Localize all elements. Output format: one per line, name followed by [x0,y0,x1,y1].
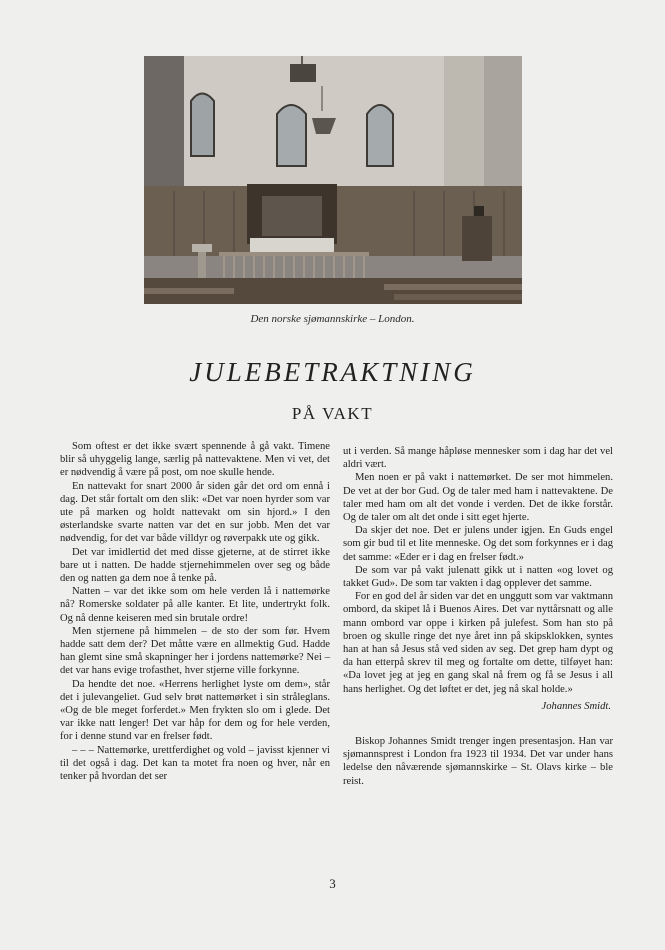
photo-caption: Den norske sjømannskirke – London. [250,313,415,325]
right-column [343,445,613,788]
paragraph: Men stjernene på himmelen – de sto der som før. Hvem hadde satt dem der? Det måtte være en allmektig Gud. Hadde han glemt sine små skapninger her i jordens nattemørke? Nei – det var hans evige trofasthet, hver stjerne ville forkynne. [60,625,330,677]
paragraph: En nattevakt for snart 2000 år siden går det ord om ennå i dag. Det står fortalt om den slik: «Det var noen hyrder som var ute på marken og holdt nattevakt om sin hjord.» I den østerlandske svarte natten var det en sur jobb. Men det var nødvendig, for det var både villdyr og røverpakk ute og gikk. [60,480,330,545]
paragraph: Det var imidlertid det med disse gjeterne, at de stirret ikke bare ut i natten. De hadde stjernehimmelen over seg og både den og natten ga dem noe å tenke på. [60,546,330,585]
paragraph: ut i verden. Så mange håpløse mennesker som i dag har det vel aldri vært. [343,446,613,471]
paragraph: Da skjer det noe. Det er julens under igjen. En Guds engel som gir bud til et lite menneske. Og det som forkynnes er i dag det samme: «Eder er i dag en frelser født.» [343,525,613,563]
paragraph: Natten – var det ikke som om hele verden lå i nattemørke nå? Romerske soldater på alle kanter. Et lite, undertrykt folk. Og nå denne keiseren med sin brutale ordre! [60,586,330,624]
paragraph: Men noen er på vakt i nattemørket. De ser mot himmelen. De vet at der bor Gud. Og de taler med ham i nattevaktene. De taler med ham om alt det vonde i verden. Det de ikke forstår. Og de taler om alt det onde i sitt eget hjerte. [343,472,613,524]
author-signature: Johannes Smidt. [541,700,611,712]
paragraph: Da hendte det noe. «Herrens herlighet lyste om dem», står det i julevangeliet. Gud selv brøt nattemørket i sin stråleglans. «Og de ble meget forferdet.» Men frykten slo om i glede. Det var ikke natt lenger! Det var håp for dem og for hele verden, for i denne stund var en frelser født. [60,678,330,743]
church-interior-illustration [144,56,522,304]
church-interior-photo [144,56,522,304]
paragraph: De som var på vakt julenatt gikk ut i natten «og lovet og takket Gud». De som tar vakten i dag opplever det samme. [343,564,613,590]
article-subtitle: PÅ VAKT [291,404,374,423]
paragraph: Som oftest er det ikke svært spennende å gå vakt. Timene blir så uhyggelig lange, særlig på nattevaktene. Men vi vet, det er nødvendig å være på post, om noe skulle hende. [60,441,330,479]
paragraph: For en god del år siden var det en unggutt som var vaktmann ombord, da skipet lå i Buenos Aires. Det var nyttårsnatt og alle mann ombord var oppe i kirken på julefest. Som han sto på broen og skulle ringe det nye året inn på skipsklokken, syntes han at han så Jesus stå ved siden av seg. Det grep ham dypt og da han etterpå skrev til meg og fortalte om dette, tilføyet han: «Da lovet jeg at jeg en gang skal nå frem og få se Jesus i all hans herlighet. Og det løftet er det, jeg nå skal holde.» [343,591,613,695]
author-note: Biskop Johannes Smidt trenger ingen presentasjon. Han var sjømannsprest i London fra 1923 til 1934. Det var under hans ledelse den nåværende sjømannskirke – St. Olavs kirke – ble reist. [343,736,613,787]
article-title: JULEBETRAKTNING [189,357,476,387]
paragraph: – – – Nattemørke, urettferdighet og vold – javisst kjenner vi til det også i dag. Det kan ta motet fra noen og hver, når en tenker på hvordan det ser [60,744,330,783]
page-number: 3 [329,876,336,891]
left-column [60,440,330,783]
